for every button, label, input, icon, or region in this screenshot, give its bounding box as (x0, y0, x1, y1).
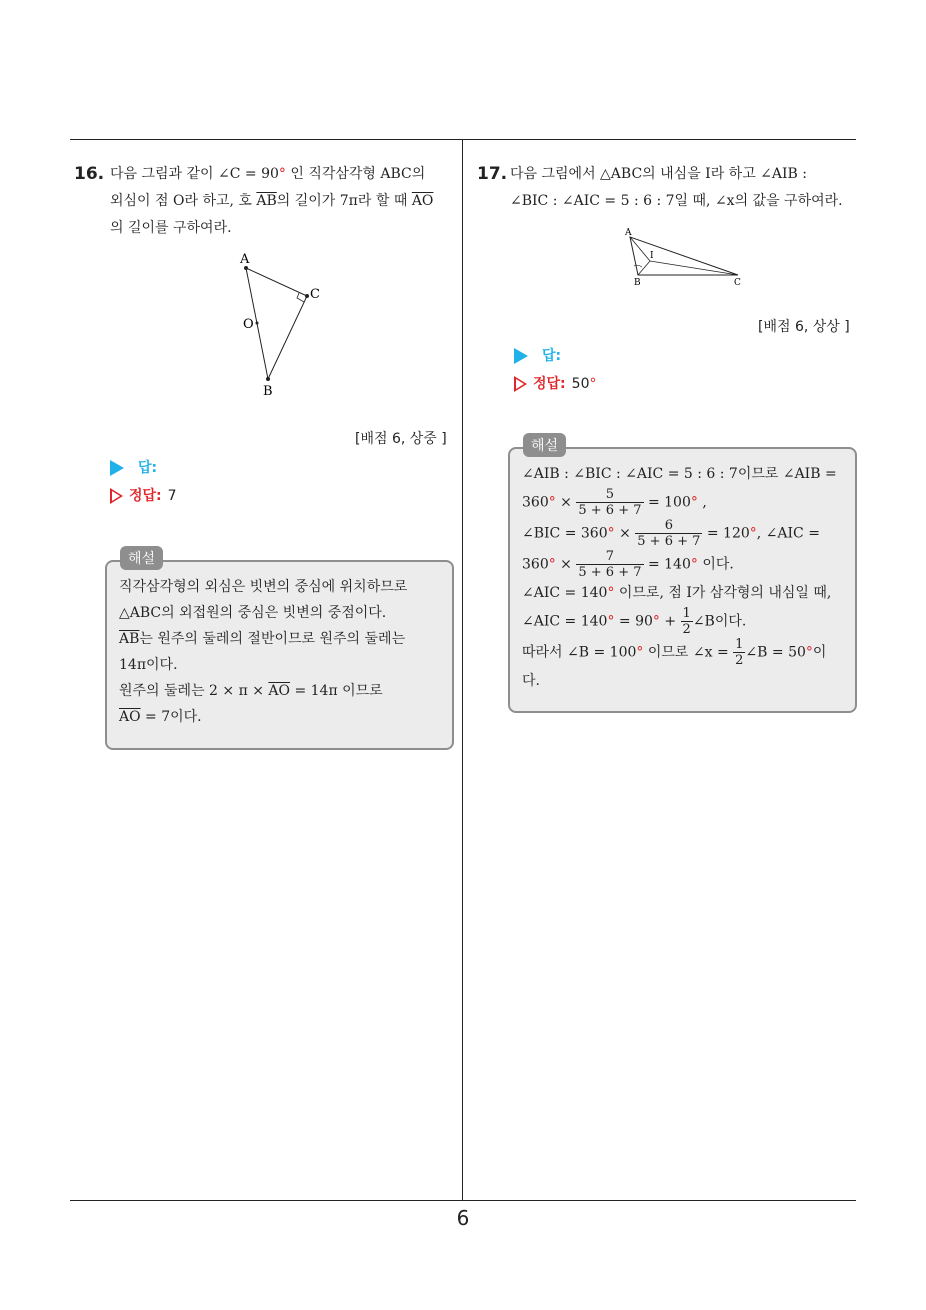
score-16: [배점 6, 상중 ] (355, 431, 447, 447)
fraction: $\frac{7}{5 + 6 + 7}$ (578, 549, 642, 580)
answer-row-16: 답: (110, 457, 157, 477)
answer-row-17: 답: (514, 345, 561, 365)
solution-box-16: 직각삼각형의 외심은 빗변의 중심에 위치하므로 △ABC의 외접원의 중심은 빗변의 중점이다. $\overline{AB}$는 원주의 둘레의 절반이므로 원주의 둘레는 14π이다. 원주의 둘레는 $2 \times \pi \times \overline{AO} = 14\pi$ 이므로 $\overline{AO} = 7$이다. (105, 560, 454, 750)
solution-box-17: ∠AIB : ∠BIC : ∠AIC = 5 : 6 : 7이므로 ∠AIB = 360° × $\frac{5}{5 + 6 + 7}$ = 100° , ∠BIC = 360° × $\frac{6}{5 + 6 + 7}$ = 120°, ∠AIC = 360° × $\frac{7}{5 + 6 + 7}$ = 140° 이다. ∠AIC = 140° 이므로, 점 I가 삼각형의 내심일 때, ∠AIC = 140° = 90° + $\frac{1}{2}$ ∠B이다. 따라서 ∠B = 100° 이므로 ∠x = $\frac{1}{2}$ ∠B = 50°이 다. (508, 447, 857, 713)
triangle-figure-17 (620, 225, 750, 290)
fraction: $\frac{5}{5 + 6 + 7}$ (578, 487, 642, 518)
correct-value: 50° (571, 376, 597, 392)
label-a: A (240, 252, 250, 267)
outline-play-icon (514, 376, 527, 392)
page-number: 6 (456, 1206, 470, 1230)
label-c: C (734, 278, 741, 288)
top-rule (70, 139, 856, 140)
column-divider (462, 139, 463, 1201)
fraction: $\frac{1}{2}$ (735, 637, 744, 668)
label-o: O (243, 317, 254, 332)
solution-tab-16: 해설 (120, 546, 163, 570)
label-c: C (310, 287, 320, 302)
label-b: B (263, 384, 273, 399)
correct-row-16: 정답: 7 (110, 485, 177, 505)
play-icon (110, 460, 124, 476)
question-number: 17. (477, 164, 508, 184)
correct-value: 7 (167, 488, 177, 504)
bottom-rule (70, 1200, 856, 1201)
play-icon (514, 348, 528, 364)
fraction: $\frac{6}{5 + 6 + 7}$ (637, 518, 701, 549)
question-number: 16. (74, 164, 105, 184)
label-i: I (650, 251, 654, 261)
outline-play-icon (110, 488, 123, 504)
triangle-figure-16 (230, 250, 340, 400)
segment-ao: $\overline{AO}$ (411, 193, 434, 209)
angle-x-arc (634, 265, 642, 267)
question-text: 다음 그림과 같이 ∠C = 90° 인 직각삼각형 ABC의 외심이 점 O라 하고, 호 $\overline{AB}$의 길이가 7π라 할 때 $\overline{AO}$ 의 길이를 구하여라. (110, 166, 434, 236)
point-o (256, 322, 259, 325)
solution-tab-17: 해설 (523, 433, 566, 457)
fraction: $\frac{1}{2}$ (682, 606, 691, 637)
label-a: A (625, 228, 632, 238)
bisector-bi (638, 261, 650, 275)
label-b: B (634, 278, 641, 288)
question-16 (74, 161, 458, 242)
point-c (305, 294, 309, 298)
score-17: [배점 6, 상상 ] (758, 319, 850, 335)
question-17 (477, 161, 861, 215)
point-b (266, 377, 270, 381)
bisector-ci (650, 261, 738, 275)
arc-ab: $\overline{AB}$ (256, 193, 277, 209)
correct-row-17: 정답: 50° (514, 373, 596, 393)
question-text: 다음 그림에서 △ABC의 내심을 I라 하고 ∠AIB : ∠BIC : ∠AIC = 5 : 6 : 7일 때, ∠x의 값을 구하여라. (510, 166, 843, 209)
triangle-abc (246, 268, 307, 379)
